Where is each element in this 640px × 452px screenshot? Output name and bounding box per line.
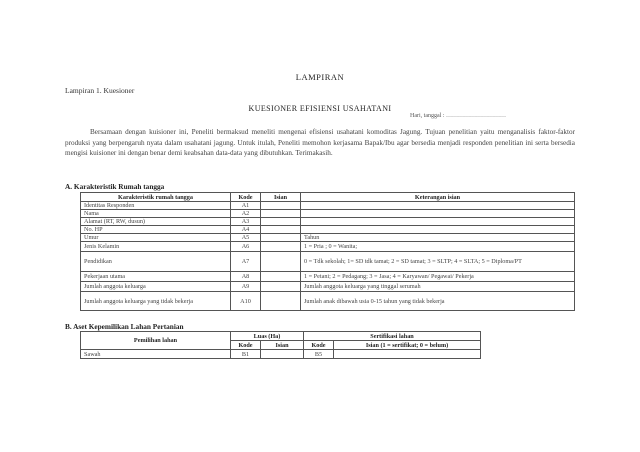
header-land: Pemilihan lahan [81, 332, 231, 350]
row-note: Jumlah anggota keluarga yang tinggal serumah [301, 282, 575, 292]
row-label: Pekerjaan utama [81, 272, 231, 282]
row-label: No. HP [81, 226, 231, 234]
header-area: Luas (Ha) [231, 332, 304, 341]
row-label: Jumlah anggota keluarga [81, 282, 231, 292]
page-heading: LAMPIRAN [295, 72, 345, 82]
row-label: Umur [81, 234, 231, 242]
table-row [81, 272, 575, 282]
row-code: A7 [231, 252, 261, 272]
row-code: A4 [231, 226, 261, 234]
row-label: Identitas Responden [81, 202, 231, 210]
row-note: Tahun [301, 234, 575, 242]
date-line: Hari, tanggal : ………………………… [410, 113, 506, 119]
table-row [81, 234, 575, 242]
row-note [301, 210, 575, 218]
row-note [301, 226, 575, 234]
row-label: Nama [81, 210, 231, 218]
row-land: Sawah [81, 350, 231, 359]
row-fill-cell[interactable] [261, 210, 301, 218]
row-code: A2 [231, 210, 261, 218]
table-header-row [81, 193, 575, 202]
table-row [81, 252, 575, 272]
table-row [81, 242, 575, 252]
appendix-label: Lampiran 1. Kuesioner [65, 86, 135, 95]
row-fill-cell[interactable] [261, 292, 301, 311]
row-fill-cell[interactable] [261, 282, 301, 292]
header-note: Keterangan isian [301, 193, 575, 202]
row-label: Alamat (RT, RW, dusun) [81, 218, 231, 226]
table-row [81, 282, 575, 292]
subheader-code-area: Kode [231, 341, 261, 350]
row-fill-cert[interactable] [334, 350, 481, 359]
row-note [301, 218, 575, 226]
row-fill-area[interactable] [261, 350, 304, 359]
row-code: A8 [231, 272, 261, 282]
section-b-title: B. Aset Kepemilikan Lahan Pertanian [65, 322, 184, 331]
row-note: 1 = Petani; 2 = Pedagang; 3 = Jasa; 4 = Karyawan/ Pegawai/ Pekerja [301, 272, 575, 282]
land-ownership-table [80, 331, 481, 359]
table-header-row [81, 332, 481, 341]
row-code-area: B1 [231, 350, 261, 359]
header-cert: Sertifikasi lahan [304, 332, 481, 341]
subheader-fill-area: Isian [261, 341, 304, 350]
intro-paragraph: Bersamaan dengan kuisioner ini, Peneliti bermaksud meneliti mengenai efisiensi usahatani komoditas Jagung. Tujuan penelitian yaitu menganalisis faktor-faktor produksi yang berpengaruh nyata dalam usahatani jagung. Untuk itulah, Peneliti memohon kerjasama Bapak/Ibu agar bersedia menjadi responden penelitian ini serta bersedia mengisi kuisioner ini dengan benar demi keabsahan data-data yang dibutuhkan. Terimakasih. [65, 128, 575, 157]
header-code: Kode [231, 193, 261, 202]
row-code: A9 [231, 282, 261, 292]
row-fill-cell[interactable] [261, 234, 301, 242]
row-code: A10 [231, 292, 261, 311]
header-fill: Isian [261, 193, 301, 202]
row-fill-cell[interactable] [261, 226, 301, 234]
row-fill-cell[interactable] [261, 202, 301, 210]
household-characteristics-table [80, 192, 575, 311]
row-fill-cell[interactable] [261, 242, 301, 252]
table-row [81, 210, 575, 218]
table-row [81, 218, 575, 226]
section-a-title: A. Karakteristik Rumah tangga [65, 182, 165, 191]
row-fill-cell[interactable] [261, 218, 301, 226]
row-fill-cell[interactable] [261, 252, 301, 272]
row-code-cert: B5 [304, 350, 334, 359]
row-code: A1 [231, 202, 261, 210]
subheader-code-cert: Kode [304, 341, 334, 350]
row-note: 0 = Tdk sekolah; 1= SD tdk tamat; 2 = SD tamat; 3 = SLTP; 4 = SLTA; 5 = Diploma/PT [301, 252, 575, 272]
row-fill-cell[interactable] [261, 272, 301, 282]
table-row [81, 292, 575, 311]
row-note: Jumlah anak dibawah usia 0-15 tahun yang tidak bekerja [301, 292, 575, 311]
row-code: A6 [231, 242, 261, 252]
table-row [81, 202, 575, 210]
header-characteristic: Karakteristik rumah tangga [81, 193, 231, 202]
questionnaire-title: KUESIONER EFISIENSI USAHATANI [248, 104, 392, 113]
row-label: Jenis Kelamin [81, 242, 231, 252]
row-label: Pendidikan [81, 252, 231, 272]
row-code: A3 [231, 218, 261, 226]
table-row [81, 350, 481, 359]
row-code: A5 [231, 234, 261, 242]
table-row [81, 226, 575, 234]
row-note: 1 = Pria ; 0 = Wanita; [301, 242, 575, 252]
row-note [301, 202, 575, 210]
subheader-fill-cert: Isian (1 = sertifikat; 0 = belum) [334, 341, 481, 350]
row-label: Jumlah anggota keluarga yang tidak bekerja [81, 292, 231, 311]
